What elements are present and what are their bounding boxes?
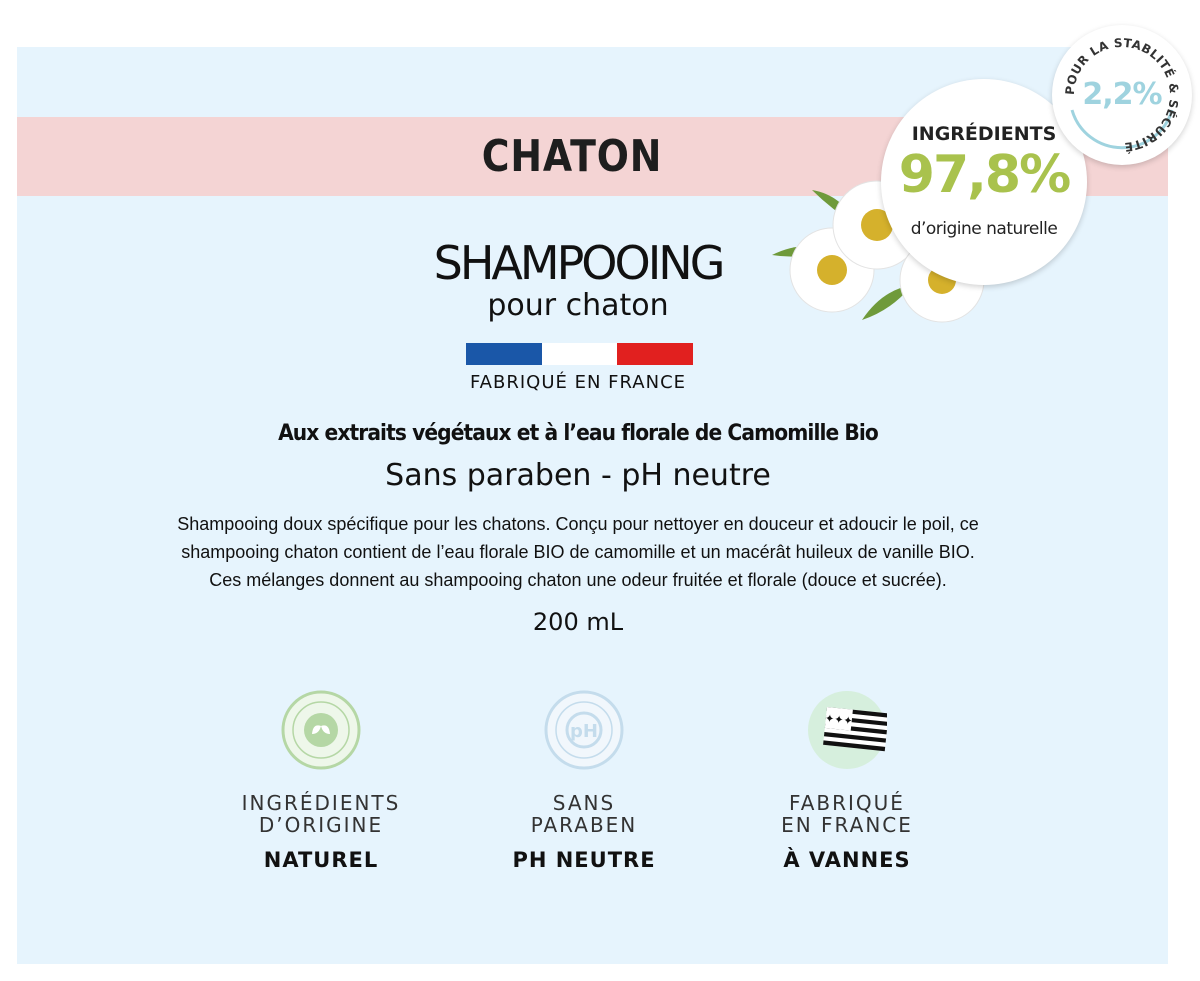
badge-vannes-line2: EN FRANCE <box>781 813 913 837</box>
seal-label: INGRÉDIENTS <box>911 123 1057 145</box>
product-subtitle: pour chaton <box>487 288 669 323</box>
stability-seal <box>1052 25 1192 165</box>
badge-natural-origin <box>226 690 416 872</box>
france-flag-icon <box>466 343 693 365</box>
seal-percent: 97,8% <box>898 145 1070 205</box>
brittany-flag-icon <box>807 690 887 770</box>
ph-neutral-icon <box>544 690 624 770</box>
claims-line: Sans paraben - pH neutre <box>385 458 771 493</box>
made-in-france-label: FABRIQUÉ EN FRANCE <box>469 372 687 393</box>
badge-natural-line2: D’ORIGINE <box>258 813 384 837</box>
seal-caption: d’origine naturelle <box>910 219 1058 239</box>
banner-title: CHATON <box>481 131 663 182</box>
svg-text:pH: pH <box>570 721 598 742</box>
badge-vannes-strong: À VANNES <box>783 848 911 872</box>
badge-ph-line1: SANS <box>552 791 616 815</box>
extracts-line: Aux extraits végétaux et à l’eau florale de Camomille Bio <box>278 421 878 446</box>
badge-vannes-line1: FABRIQUÉ <box>789 791 905 815</box>
stability-ring-text: POUR LA STABLITÉ & SÉCURITÉ <box>1062 35 1182 155</box>
badge-made-in-vannes <box>752 690 942 872</box>
product-volume: 200 mL <box>532 608 624 636</box>
stability-percent: 2,2% <box>1082 77 1162 112</box>
badge-ph-neutral <box>489 690 679 872</box>
badge-natural-strong: NATUREL <box>263 848 379 872</box>
badge-natural-line1: INGRÉDIENTS <box>241 791 401 815</box>
svg-text:✦✦✦: ✦✦✦ <box>824 711 854 728</box>
product-description: Shampooing doux spécifique pour les chatons. Conçu pour nettoyer en douceur et adoucir le poil, ce shampooing chaton contient de l’eau florale BIO de camomille et un macérât huileux de vanille BIO. Ces mélanges donnent au shampooing chaton une odeur fruitée et florale (douce et sucrée). <box>177 514 979 590</box>
product-name: SHAMPOOING <box>433 236 723 290</box>
leaf-origin-icon <box>281 690 361 770</box>
badge-ph-strong: PH NEUTRE <box>512 848 656 872</box>
badge-ph-line2: PARABEN <box>530 813 638 837</box>
